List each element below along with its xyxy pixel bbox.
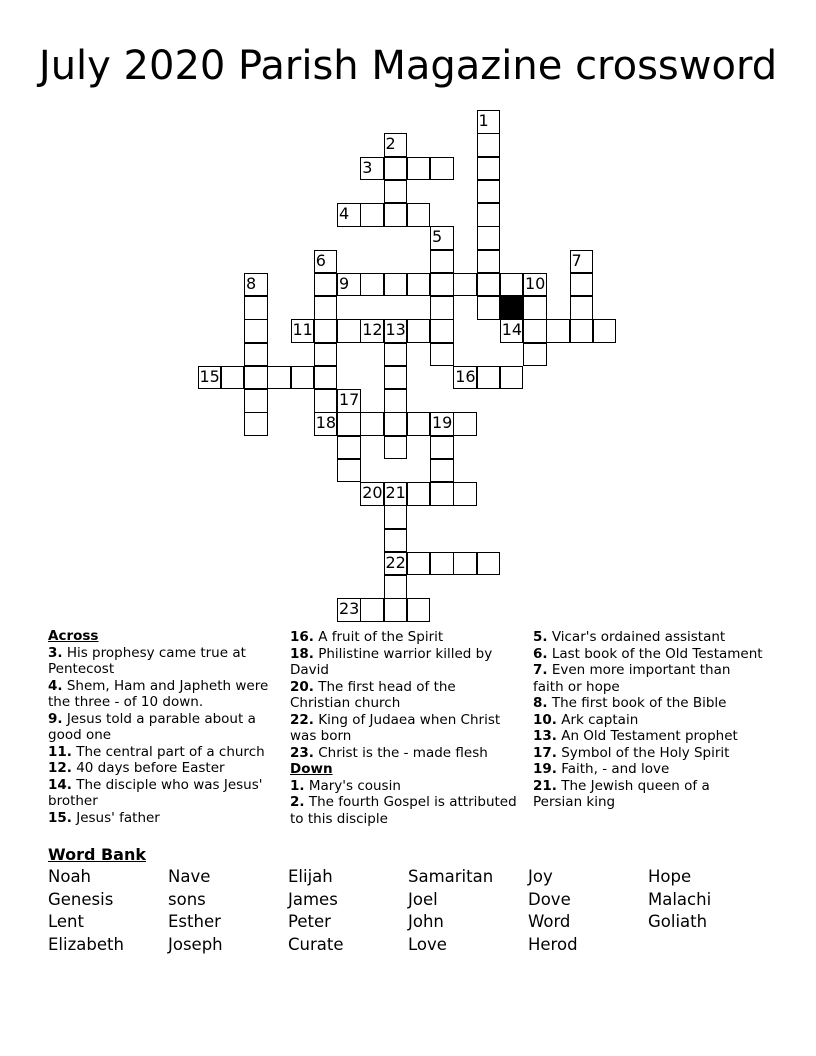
grid-cell[interactable] [244,366,268,390]
word-bank-item: Herod [528,934,578,954]
clue [290,679,518,712]
clue-number: 3 [362,157,373,177]
grid-cell[interactable] [523,343,547,367]
clue-number: 4 [339,204,350,223]
grid-cell[interactable] [384,157,408,181]
grid-cell[interactable] [337,459,361,483]
clue-text: The first book of the Bible [547,695,727,711]
clue-number: 21 [385,483,406,502]
word-bank-item: Malachi [648,889,712,909]
clue [290,778,518,795]
clue-number: 23 [339,599,360,619]
grid-cell[interactable] [477,157,501,181]
across-heading: Across [48,628,99,644]
grid-cell[interactable] [453,412,477,436]
word-bank-item: Hope [648,867,692,886]
grid-cell[interactable] [407,319,431,343]
word-bank-item: Goliath [648,912,708,932]
grid-cell[interactable] [407,552,431,576]
clue [48,645,280,678]
word-bank-item: Peter [288,912,331,932]
down-heading: Down [290,761,333,777]
clue-number-label: 9. [48,710,63,727]
grid-cell[interactable] [244,319,268,343]
grid-cell[interactable] [477,366,501,390]
clue-number-label: 19. [533,761,557,777]
grid-cell[interactable] [477,133,501,157]
clue-text: The Jewish queen of a Persian king [533,777,710,810]
clue [533,761,763,778]
clue [290,712,518,745]
page-title: July 2020 Parish Magazine crossword [38,43,778,89]
clue [533,662,763,695]
clue-number: 22 [385,552,406,572]
grid-cell[interactable] [384,366,408,390]
clue-number-label: 13. [533,728,557,744]
clue-number: 10 [525,273,546,293]
clue-number-label: 3. [48,644,63,661]
grid-cell[interactable] [291,366,315,390]
grid-cell[interactable] [244,296,268,320]
grid-cell[interactable] [477,273,501,297]
grid-cell[interactable] [407,412,431,436]
grid-cell[interactable] [430,343,454,367]
clues-column-middle [290,629,518,827]
grid-cell[interactable] [384,505,408,529]
clue-text: Ark captain [556,711,639,728]
grid-cell[interactable] [477,250,501,274]
clue-text: Mary's cousin [304,777,401,794]
clue-number-label: 22. [290,711,314,728]
clue-text: Vicar's ordained assistant [547,629,726,645]
clue-number: 16 [455,366,476,386]
clue-number: 9 [339,273,350,293]
grid-cell[interactable] [407,273,431,297]
grid-cell[interactable] [477,552,501,576]
clue-number: 13 [385,320,406,340]
clue-number-label: 20. [290,678,314,695]
clue-number-label: 7. [533,662,548,678]
grid-cell[interactable] [384,343,408,367]
grid-cell[interactable] [430,296,454,320]
word-bank-item: Word [528,912,571,932]
word-bank-item: Nave [168,867,211,886]
clue-number: 1 [478,111,489,130]
grid-cell[interactable] [337,436,361,460]
clue-number-label: 1. [290,777,305,794]
grid-cell[interactable] [384,436,408,460]
clue-text: Christ is the - made flesh [313,744,488,761]
clue-number-label: 8. [533,695,548,711]
grid-cell[interactable] [314,319,338,343]
word-bank-item: Curate [288,934,344,954]
grid-cell[interactable] [384,389,408,413]
clue-text: A fruit of the Spirit [313,629,444,645]
clue [290,646,518,679]
clue-number: 6 [315,250,326,270]
grid-cell[interactable] [407,157,431,181]
clue-number: 19 [432,413,453,433]
word-bank-title: Word Bank [48,845,147,864]
clue-text: Jesus' father [71,809,160,826]
grid-cell[interactable] [430,319,454,343]
clue [533,728,763,745]
grid-cell[interactable] [337,412,361,436]
clue [48,777,280,810]
clue [290,745,518,762]
clue [533,646,763,663]
grid-cell[interactable] [407,482,431,506]
grid-cell[interactable] [360,273,384,297]
grid-cell[interactable] [570,296,594,320]
clue-number-label: 4. [48,677,63,694]
grid-cell[interactable] [314,296,338,320]
clue-number: 8 [246,273,257,293]
clue [533,778,763,811]
clue-number-label: 12. [48,760,72,776]
word-bank-item: Joy [528,867,553,886]
clue-text: King of Judaea when Christ was born [290,711,501,744]
clue-number: 20 [362,483,383,502]
grid-cell[interactable] [337,319,361,343]
grid-cell[interactable] [384,529,408,553]
grid-cell[interactable] [570,273,594,297]
clue [533,712,763,729]
clue-number-label: 18. [290,645,314,662]
grid-cell[interactable] [500,273,524,297]
grid-cell[interactable] [384,575,408,599]
grid-cell[interactable] [244,389,268,413]
clue-text: The fourth Gospel is attributed to this disciple [290,794,517,827]
word-bank-item: Esther [168,912,221,932]
grid-cell[interactable] [430,157,454,181]
word-bank-item: Lent [48,912,84,932]
grid-cell[interactable] [430,552,454,576]
clue-text: Philistine warrior killed by David [290,645,493,678]
clue-number-label: 6. [533,645,548,662]
grid-cell[interactable] [384,203,408,227]
clue-number: 17 [339,390,360,409]
clue [290,629,518,646]
grid-cell[interactable] [407,203,431,227]
grid-cell[interactable] [477,180,501,204]
grid-cell[interactable] [430,482,454,506]
word-bank [48,867,768,957]
clue-number: 5 [432,227,443,247]
grid-cell[interactable] [384,273,408,297]
grid-cell[interactable] [430,459,454,483]
grid-cell[interactable] [360,412,384,436]
clue-number-label: 5. [533,629,548,645]
grid-cell[interactable] [430,250,454,274]
grid-cell[interactable] [407,598,431,622]
grid-cell[interactable] [430,273,454,297]
grid-cell[interactable] [453,552,477,576]
word-bank-item: Joel [408,889,438,909]
clue-text: The first head of the Christian church [290,678,456,711]
clue-text: The disciple who was Jesus' brother [48,776,263,809]
clue [48,810,280,827]
clue-number-label: 23. [290,744,314,761]
clue-number-label: 11. [48,743,72,760]
clue-text: Last book of the Old Testament [547,645,763,662]
clue-number: 12 [362,320,383,340]
clue-text: An Old Testament prophet [556,728,738,744]
clue [533,629,763,646]
grid-cell[interactable] [593,319,617,343]
grid-cell[interactable] [477,203,501,227]
clue-text: Symbol of the Holy Spirit [556,744,730,761]
clue-number-label: 10. [533,711,557,728]
word-bank-item: John [408,912,444,932]
word-bank-item: Elizabeth [48,934,124,954]
clue-text: The central part of a church [71,743,265,760]
grid-cell[interactable] [546,319,570,343]
clue-number: 2 [385,134,396,154]
clue-text: Jesus told a parable about a good one [48,710,256,743]
word-bank-item: Samaritan [408,867,494,886]
grid-cell[interactable] [314,343,338,367]
word-bank-item: Joseph [168,934,223,954]
grid-cell[interactable] [244,412,268,436]
grid-cell[interactable] [384,598,408,622]
clue-number-label: 2. [290,794,305,810]
word-bank-item: Genesis [48,889,114,909]
clue [48,678,280,711]
clue-number-label: 15. [48,809,72,826]
clue-number-label: 14. [48,776,72,793]
clue [48,711,280,744]
clue-text: His prophesy came true at Pentecost [48,644,246,677]
down-clues-column [533,629,763,811]
word-bank-item: sons [168,889,206,909]
grid-cell[interactable] [500,366,524,390]
grid-cell[interactable] [314,366,338,390]
grid-cell[interactable] [523,296,547,320]
clue-text: Faith, - and love [556,761,670,777]
grid-cell[interactable] [523,319,547,343]
black-square [500,296,524,320]
word-bank-item: Noah [48,867,92,886]
grid-cell[interactable] [267,366,291,390]
clue-number: 14 [501,320,523,340]
clue-number: 7 [571,250,582,270]
grid-cell[interactable] [430,436,454,460]
grid-cell[interactable] [244,343,268,367]
clue [533,745,763,762]
grid-cell[interactable] [477,296,501,320]
clue-text: Even more important than faith or hope [533,662,731,695]
grid-cell[interactable] [453,482,477,506]
clue-number-label: 16. [290,629,314,645]
grid-cell[interactable] [360,203,384,227]
word-bank-item: Dove [528,889,571,909]
clue-number: 11 [292,320,313,340]
grid-cell[interactable] [570,319,594,343]
clue [48,760,280,777]
word-bank-item: Elijah [288,867,333,886]
grid-cell[interactable] [360,598,384,622]
clue-text: Shem, Ham and Japheth were the three - of 10 down. [48,677,269,710]
grid-cell[interactable] [477,226,501,250]
word-bank-item: Love [408,934,447,954]
clue-number: 18 [315,413,337,433]
clue-number-label: 17. [533,744,557,761]
clue-text: 40 days before Easter [71,760,225,776]
clue-number: 15 [199,366,220,386]
grid-cell[interactable] [384,180,408,204]
word-bank-item: James [288,889,338,909]
clue-number-label: 21. [533,777,557,794]
clue [290,794,518,827]
grid-cell[interactable] [314,389,338,413]
grid-cell[interactable] [384,412,408,436]
clue [533,695,763,712]
clue [48,744,280,761]
across-clues-column [48,628,280,826]
grid-cell[interactable] [221,366,245,390]
grid-cell[interactable] [453,273,477,297]
grid-cell[interactable] [314,273,338,297]
